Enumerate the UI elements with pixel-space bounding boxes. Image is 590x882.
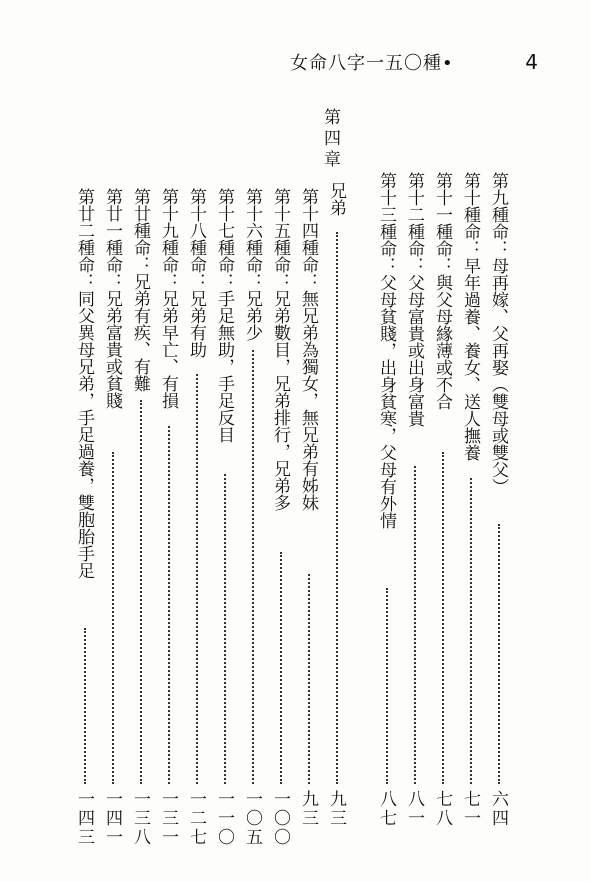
toc-entry-15[interactable]: 第十五種命：兄弟數目，兄弟排行，兄弟多 xyxy=(270,188,290,511)
toc-entry-15-page: 一〇〇 xyxy=(270,790,290,847)
toc-entry-18-page: 一二七 xyxy=(186,790,206,847)
toc-entry-13-page: 八七 xyxy=(376,790,396,828)
toc-entry-16-page: 一〇五 xyxy=(242,790,262,847)
toc-entry-22[interactable]: 第廿二種命：同父異母兄弟，手足過養，雙胞胎手足 xyxy=(74,188,94,579)
toc-entry-11-page: 七八 xyxy=(432,790,452,828)
toc-entry-9[interactable]: 第九種命：母再嫁、父再娶（雙母或雙父） xyxy=(488,172,508,495)
leader-dots xyxy=(498,524,500,784)
leader-dots xyxy=(308,574,310,784)
leader-dots xyxy=(140,400,142,784)
toc-entry-10-page: 七一 xyxy=(460,790,480,828)
leader-dots xyxy=(442,452,444,784)
page-number: 4 xyxy=(525,50,538,74)
toc-entry-14-page: 九三 xyxy=(298,790,318,828)
toc-entry-12-page: 八一 xyxy=(404,790,424,828)
chapter-heading: 第四章 xyxy=(320,108,340,171)
toc-entry-19-page: 一三一 xyxy=(158,790,178,847)
leader-dots xyxy=(470,478,472,784)
leader-dots xyxy=(84,628,86,784)
toc-entry-chapter-page: 九三 xyxy=(326,790,346,828)
toc-entry-21-page: 一四一 xyxy=(102,790,122,847)
leader-dots xyxy=(280,552,282,784)
leader-dots xyxy=(196,374,198,784)
toc-entry-21[interactable]: 第廿一種命：兄弟富貴或貧賤 xyxy=(102,188,122,409)
toc-entry-20-page: 一三八 xyxy=(130,790,150,847)
book-title: 女命八字一五〇種• xyxy=(290,53,454,74)
toc-entry-14[interactable]: 第十四種命：無兄弟為獨女，無兄弟有姊妹 xyxy=(298,188,318,511)
leader-dots xyxy=(414,466,416,784)
toc-entry-22-page: 一四三 xyxy=(74,790,94,847)
running-header xyxy=(290,46,538,78)
toc-entry-chapter-title[interactable]: 兄弟 xyxy=(326,182,346,216)
leader-dots xyxy=(224,474,226,784)
toc-entry-16[interactable]: 第十六種命：兄弟少 xyxy=(242,188,262,341)
toc-entry-9-page: 六四 xyxy=(488,790,508,828)
toc-entry-10[interactable]: 第十種命：早年過養、養女、送人撫養 xyxy=(460,172,480,461)
leader-dots xyxy=(336,232,338,784)
toc-entry-18[interactable]: 第十八種命：兄弟有助 xyxy=(186,188,206,358)
leader-dots xyxy=(252,350,254,784)
toc-entry-13[interactable]: 第十三種命：父母貧賤，出身貧寒，父母有外情 xyxy=(376,172,396,529)
leader-dots xyxy=(168,426,170,784)
toc-entry-12[interactable]: 第十二種命：父母富貴或出身富貴 xyxy=(404,172,424,427)
toc-entry-17-page: 一一〇 xyxy=(214,790,234,847)
leader-dots xyxy=(386,588,388,784)
toc-entry-20[interactable]: 第廿種命：兄弟有疾、有難 xyxy=(130,188,150,392)
toc-entry-17[interactable]: 第十七種命：手足無助，手足反目 xyxy=(214,188,234,443)
leader-dots xyxy=(112,452,114,784)
toc-entry-11[interactable]: 第十一種命：與父母緣薄或不合 xyxy=(432,172,452,410)
toc-entry-19[interactable]: 第十九種命：兄弟早亡、有損 xyxy=(158,188,178,409)
